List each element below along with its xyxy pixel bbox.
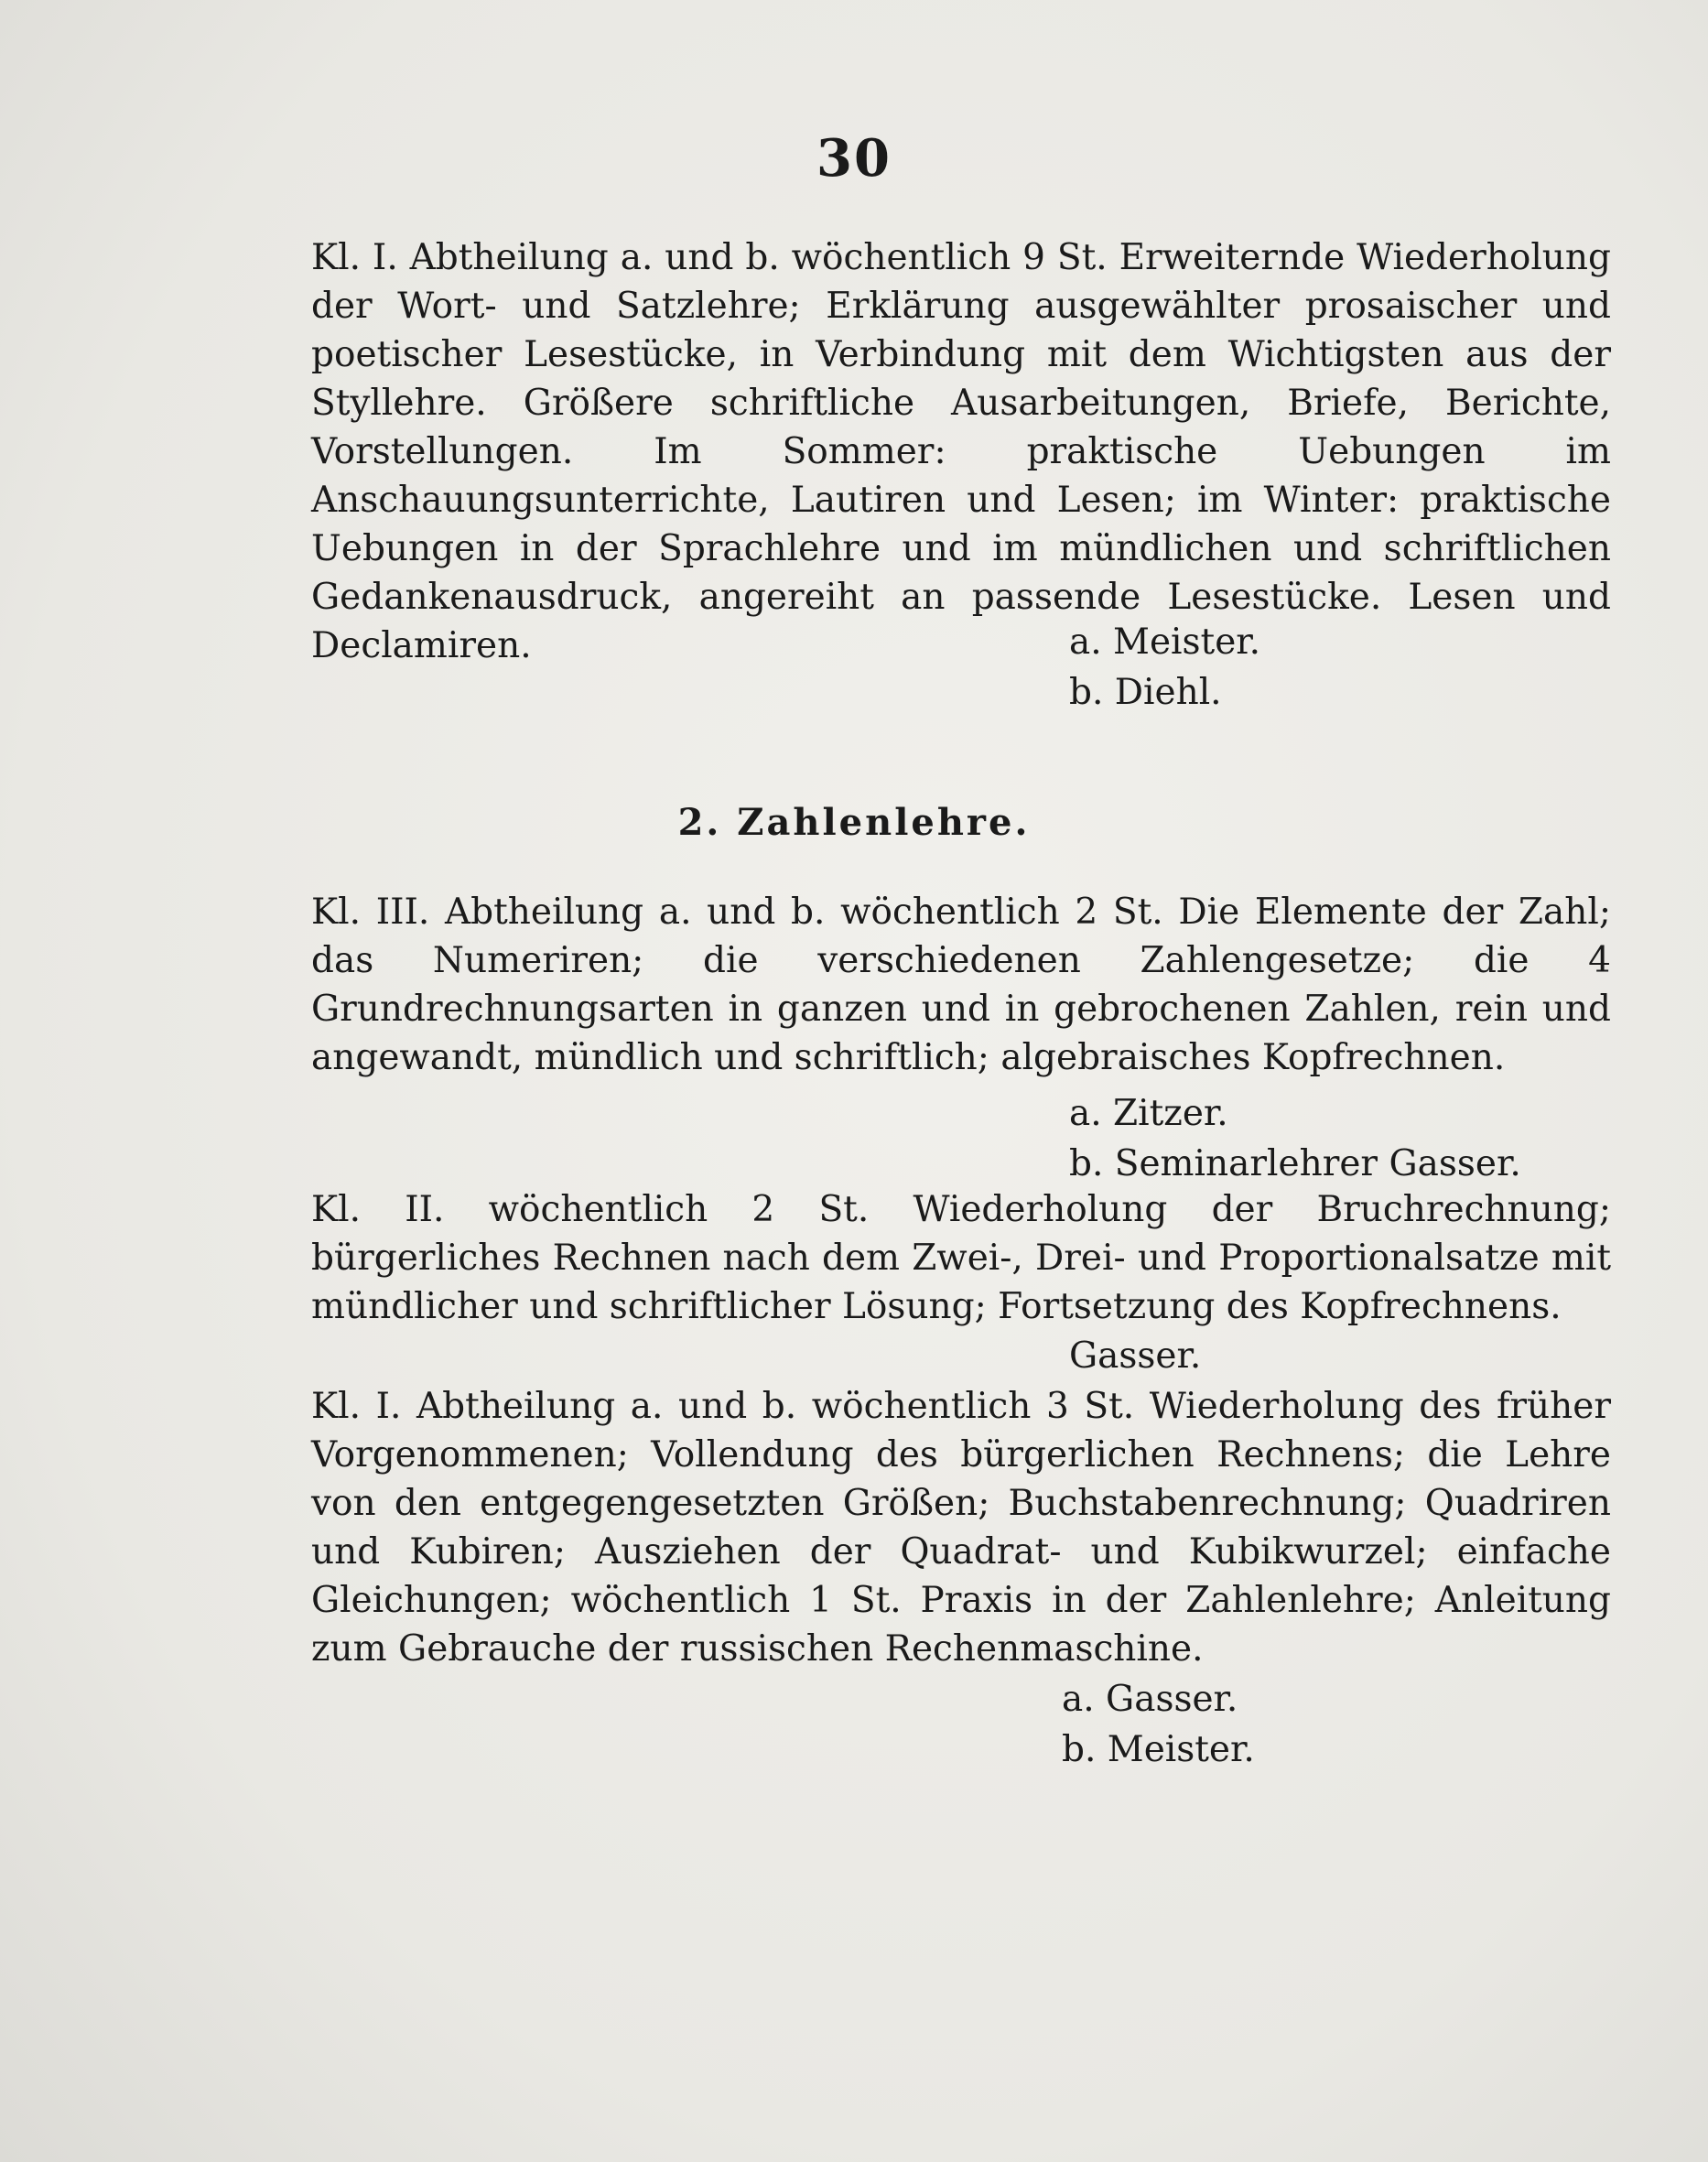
paragraph-kl2-arithmetic: Kl. II. wöchentlich 2 St. Wiederholung der Bruchrechnung; bürgerliches Rechnen nach dem Zwei-, Drei- und Proportionalsatze mit mündlicher und schriftlicher Lösung; Fortsetzung des Kopfrechnens.: [311, 1189, 1611, 1327]
teacher-a: a. Gasser.: [1062, 1679, 1238, 1720]
teacher-a: a. Zitzer.: [1069, 1093, 1228, 1134]
paragraph-kl1-arithmetic: Kl. I. Abtheilung a. und b. wöchentlich 3 St. Wiederholung des früher Vorgenommenen; Vollendung des bürgerlichen Rechnens; die Lehre von den entgegengesetzten Größen; Buchstabenrechnung; Quadriren und Kubiren; Ausziehen der Quadrat- und Kubikwurzel; einfache Gleichungen; wöchentlich 1 St. Praxis in der Zahlenlehre; Anleitung zum Gebrauche der russischen Rechenmaschine.: [311, 1386, 1611, 1670]
section-heading: 2. Zahlenlehre.: [677, 801, 1031, 844]
teacher-b: b. Diehl.: [1069, 672, 1222, 713]
teacher-b: b. Meister.: [1062, 1729, 1255, 1770]
teacher-b: b. Seminarlehrer Gasser.: [1069, 1143, 1521, 1184]
teacher-a: a. Meister.: [1069, 622, 1261, 663]
paragraph-kl3-arithmetic: Kl. III. Abtheilung a. und b. wöchentlich 2 St. Die Elemente der Zahl; das Numeriren; die verschiedenen Zahlengesetze; die 4 Grundrechnungsarten in ganzen und in gebrochenen Zahlen, rein und angewandt, mündlich und schriftlich; algebraisches Kopfrechnen.: [311, 892, 1611, 1078]
page-number: 30: [816, 128, 892, 189]
paragraph-kl1-language: Kl. I. Abtheilung a. und b. wöchentlich 9 St. Erweiternde Wiederholung der Wort- und Satzlehre; Erklärung ausgewählter prosaischer und poetischer Lesestücke, in Verbindung mit dem Wichtigsten aus der Styllehre. Größere schriftliche Ausarbeitungen, Briefe, Berichte, Vorstellungen. Im Sommer: praktische Uebungen im Anschauungsunterrichte, Lautiren und Lesen; im Winter: praktische Uebungen in der Sprachlehre und im mündlichen und schriftlichen Gedankenausdruck, angereiht an passende Lesestücke. Lesen und Declamiren.: [311, 237, 1611, 666]
teacher-name: Gasser.: [1069, 1335, 1202, 1377]
